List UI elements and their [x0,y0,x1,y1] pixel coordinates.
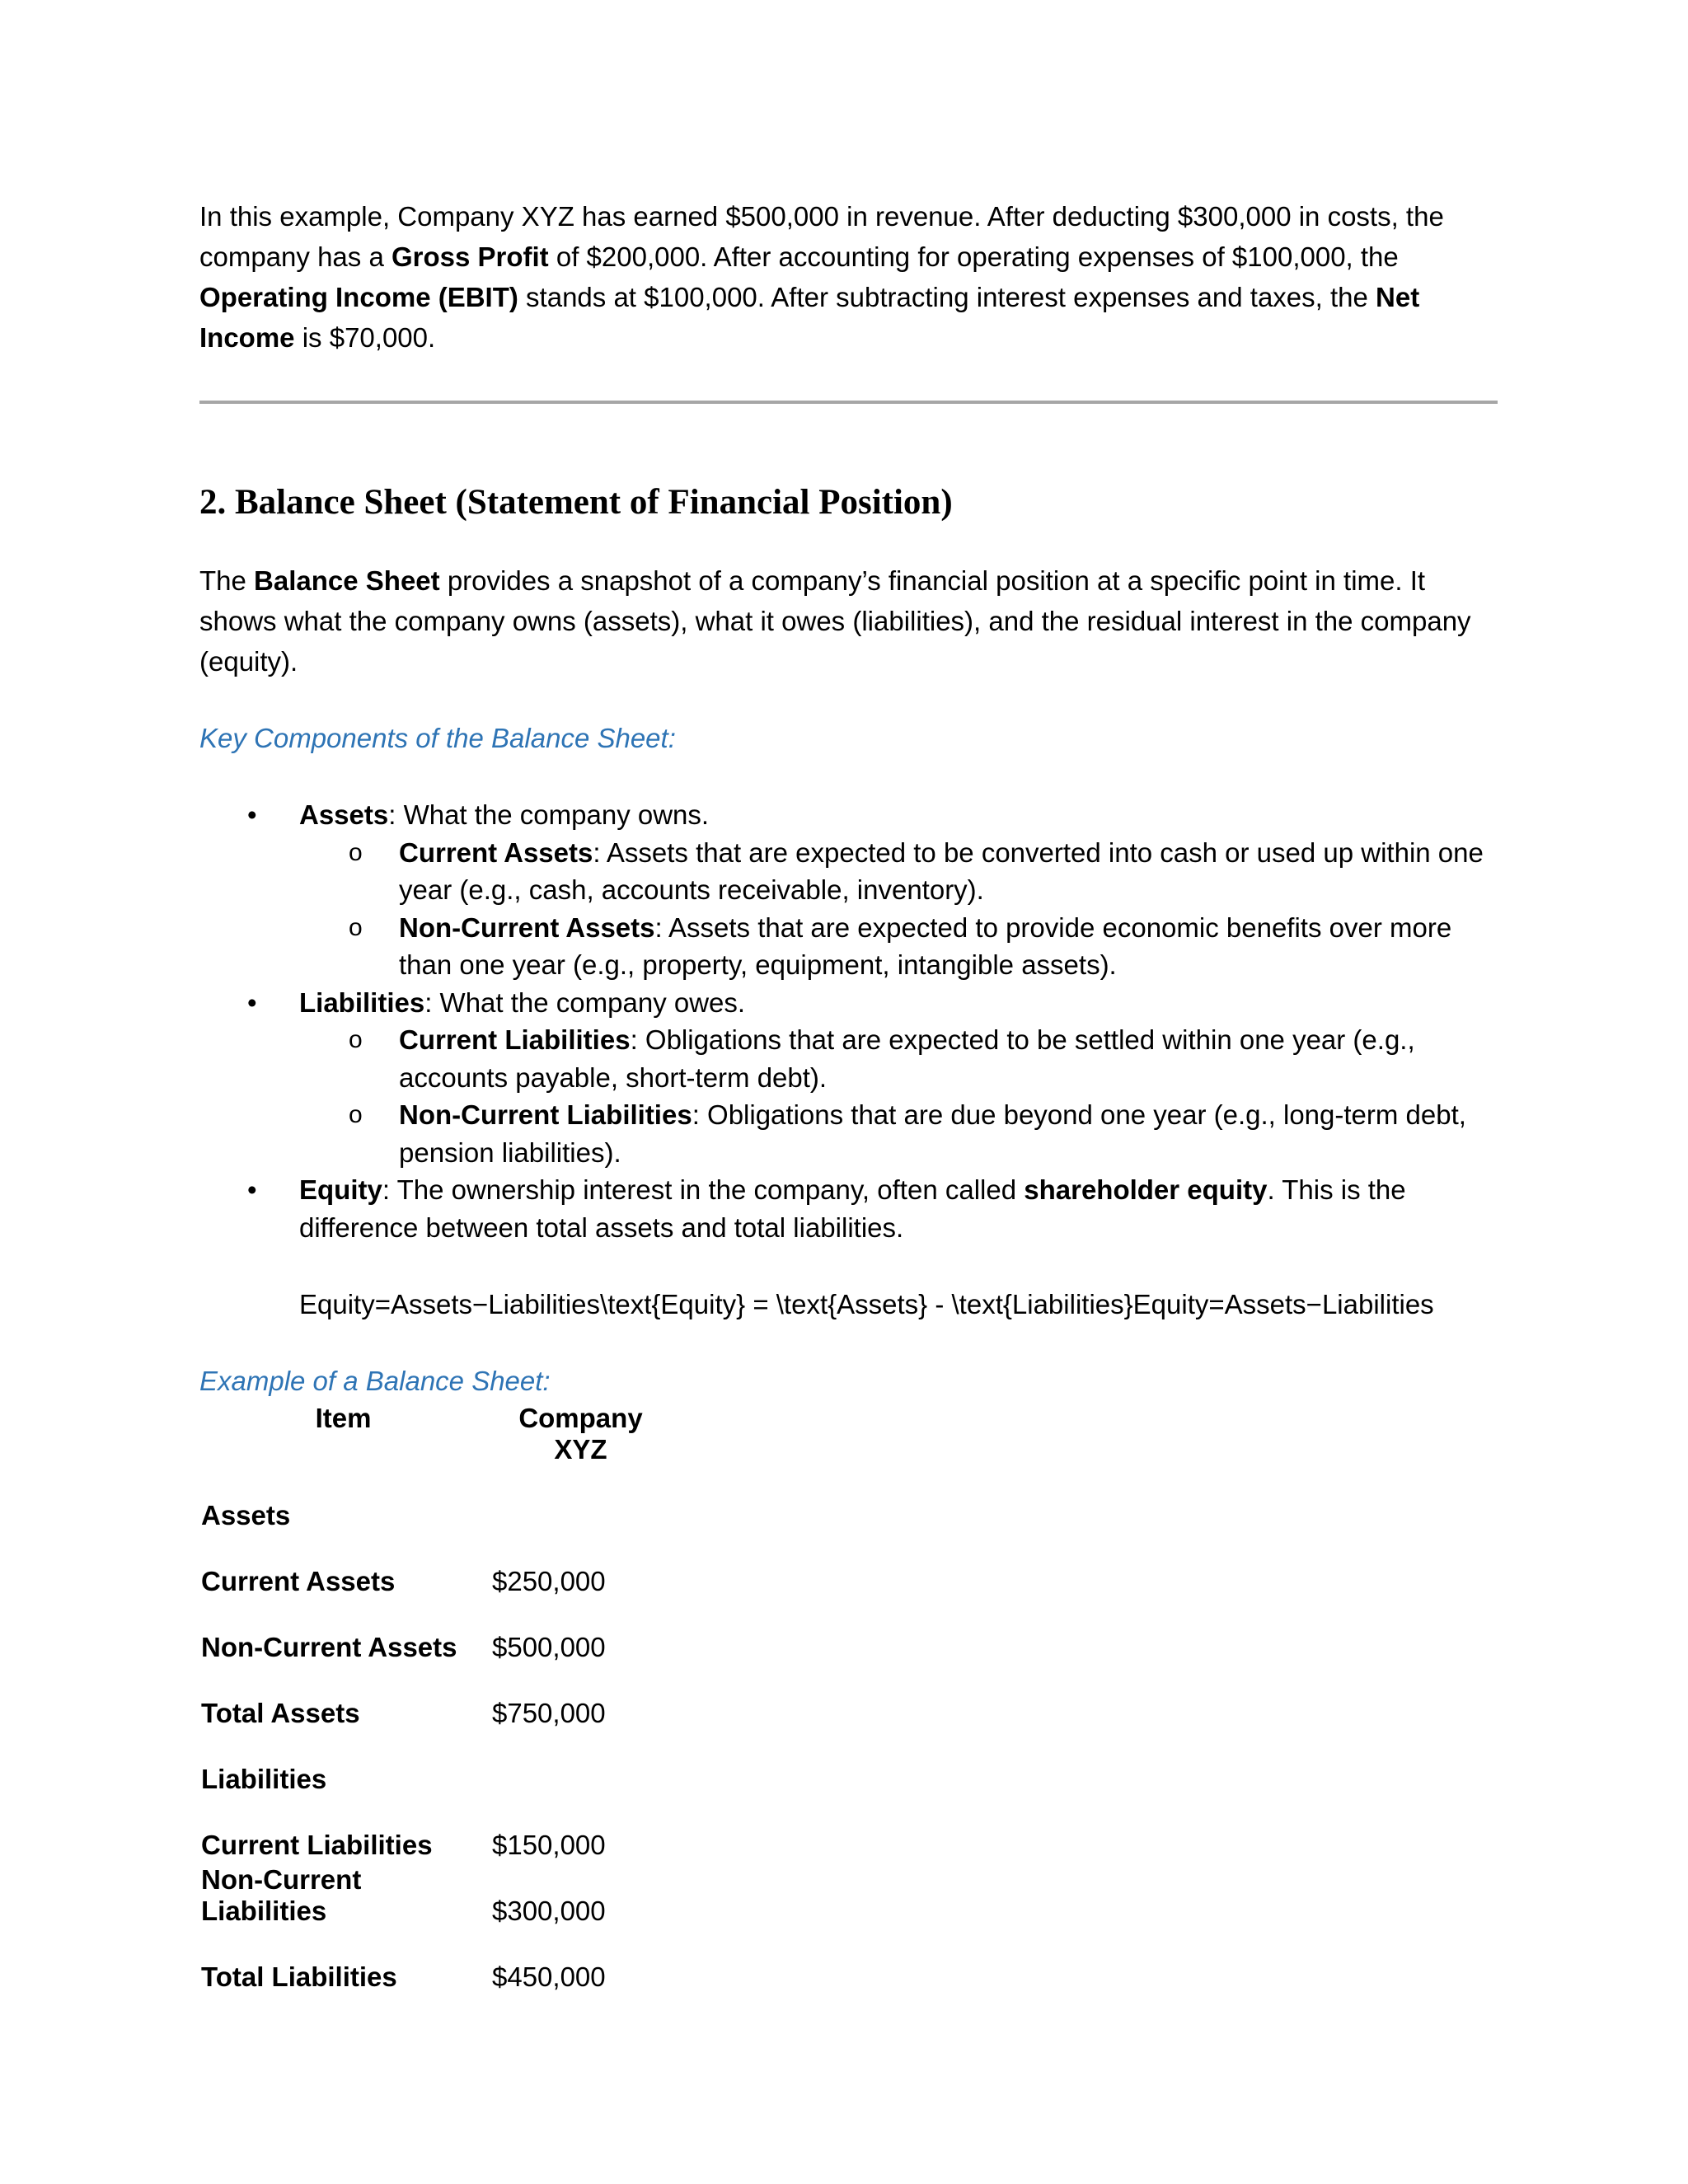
bullet-marker: • [247,987,257,1018]
sublist-term: Current Assets [399,837,593,868]
row-label: Non-Current Liabilities [201,1864,362,1926]
sublist-liabilities [199,1021,1495,1171]
row-value: $450,000 [492,1961,606,1992]
intro-text: stands at $100,000. After subtracting interest expenses and taxes, the [518,282,1376,312]
row-label: Assets [201,1500,291,1530]
intro-text: is $70,000. [294,322,436,353]
row-label: Current Liabilities [201,1830,433,1860]
section-intro-bold-term: Balance Sheet [254,565,440,596]
row-value: $250,000 [492,1566,606,1596]
row-value: $150,000 [492,1830,606,1860]
list-text: : What the company owes. [424,987,746,1018]
intro-paragraph [199,196,1495,358]
section-intro-paragraph [199,560,1495,682]
sublist-item-current-liabilities [299,1021,1495,1096]
components-list [199,796,1495,1246]
table-row [201,1597,676,1663]
intro-bold-term: Net Income [199,282,1420,353]
sublist-text: : Assets that are expected to provide economic benefits over more than one year (e.g., property, equipment, intangible assets). [399,912,1452,980]
intro-bold-term: Operating Income (EBIT) [199,282,518,312]
row-value [492,1465,676,1531]
section-intro-text: The [199,565,255,596]
table-row [201,1927,676,1993]
sublist-item-non-current-assets [299,909,1495,984]
sub-bullet-marker: o [349,838,363,866]
sub-bullet-marker: o [349,913,363,941]
table-header-row [201,1403,676,1465]
list-text: : The ownership interest in the company, often called [382,1174,1025,1205]
table-row [201,1465,676,1531]
row-value: $300,000 [492,1896,606,1926]
sublist-item-current-assets [299,834,1495,909]
sub-bullet-marker: o [349,1101,363,1128]
sublist-text: : Assets that are expected to be converted into cash or used up within one year (e.g., cash, accounts receivable, inventory). [399,837,1484,905]
example-heading: Example of a Balance Sheet: [199,1366,551,1396]
table-row [201,1729,676,1795]
bullet-marker: • [247,1174,257,1205]
row-value [492,1729,676,1795]
section-heading: 2. Balance Sheet (Statement of Financial Position) [199,483,953,522]
list-item-assets [199,796,1495,834]
sublist-assets [199,834,1495,984]
sublist-text: : Obligations that are expected to be settled within one year (e.g., accounts payable, short-term debt). [399,1024,1415,1093]
list-term: Liabilities [299,987,425,1018]
row-label: Liabilities [201,1764,327,1794]
intro-bold-term: Gross Profit [391,241,549,272]
column-header-item: Item [315,1403,372,1433]
intro-text: In this example, Company XYZ has earned $500,000 in revenue. After deducting $300,000 in costs, the company has a [199,201,1444,272]
row-label: Total Liabilities [201,1961,397,1992]
balance-sheet-table [201,1403,676,1993]
column-header-company: Company XYZ [518,1403,643,1465]
bullet-marker: • [247,799,257,830]
sublist-term: Non-Current Liabilities [399,1099,692,1130]
table-row [201,1861,676,1927]
list-text: . This is the difference between total assets and total liabilities. [299,1174,1406,1243]
table-row [201,1531,676,1597]
equity-formula: Equity=Assets−Liabilities\text{Equity} = \text{Assets} - \text{Liabilities}Equity=Assets−Liabilities [299,1289,1434,1319]
intro-text: of $200,000. After accounting for operating expenses of $100,000, the [548,241,1399,272]
section-intro-text: provides a snapshot of a company’s financial position at a specific point in time. It shows what the company owns (assets), what it owes (liabilities), and the residual interest in the company (equity). [199,565,1471,677]
row-label: Non-Current Assets [201,1632,457,1662]
row-label: Current Assets [201,1566,396,1596]
sublist-text: : Obligations that are due beyond one year (e.g., long-term debt, pension liabilities). [399,1099,1466,1168]
row-label: Total Assets [201,1698,360,1728]
sublist-term: Current Liabilities [399,1024,631,1055]
table-row [201,1795,676,1861]
sublist-item-non-current-liabilities [299,1096,1495,1171]
row-value: $500,000 [492,1632,606,1662]
horizontal-rule [199,401,1498,404]
list-item-liabilities [199,984,1495,1022]
row-value: $750,000 [492,1698,606,1728]
table-row [201,1663,676,1729]
key-components-heading: Key Components of the Balance Sheet: [199,723,676,753]
list-item-equity [199,1171,1495,1246]
sub-bullet-marker: o [349,1026,363,1053]
list-text: : What the company owns. [388,799,710,830]
document-body [199,196,1495,1993]
sublist-term: Non-Current Assets [399,912,655,943]
list-term: Equity [299,1174,382,1205]
list-bold-term: shareholder equity [1024,1174,1268,1205]
list-term: Assets [299,799,389,830]
